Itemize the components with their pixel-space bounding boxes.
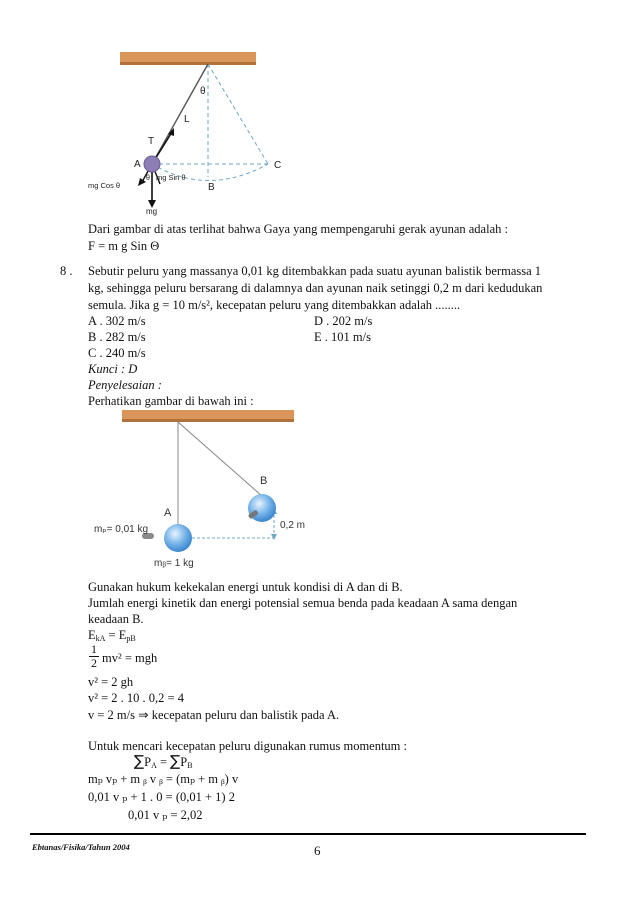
- figure-intro: Perhatikan gambar di bawah ini :: [88, 394, 254, 408]
- label-t: T: [148, 136, 155, 147]
- momentum-equation-3: 0,01 v ₚ = 2,02: [128, 808, 203, 822]
- bob-a: [164, 524, 192, 552]
- footer-source: Ebtanas/Fisika/Tahun 2004: [32, 842, 130, 852]
- momentum-sum-equation: $\sum P_A = \sum P_B$: [134, 752, 193, 770]
- pendulum-force-diagram: [84, 52, 304, 220]
- solution-velocity: v = 2 m/s ⇒ kecepatan peluru dan balistik pada A.: [88, 707, 340, 722]
- solution-line-1: Gunakan hukum kekekalan energi untuk kondisi di A dan di B.: [88, 580, 403, 594]
- label-bullet-mass: mₚ= 0,01 kg: [94, 524, 149, 535]
- option-c: C . 240 m/s: [88, 346, 146, 360]
- label-mg-cos: mg Cos θ: [88, 181, 121, 190]
- answer-key: Kunci : D: [88, 362, 138, 376]
- momentum-equation-1: mₚ vₚ + m ᵦ v ᵦ = (mₚ + m ᵦ) v: [88, 772, 239, 786]
- label-mg-sin: mg Sin θ: [156, 173, 186, 182]
- question-number: 8 .: [60, 264, 73, 278]
- question-text-1: Sebutir peluru yang massanya 0,01 kg ditembakkan pada suatu ayunan balistik bermassa 1: [88, 264, 542, 278]
- kinetic-potential-equation: mv² = mgh: [102, 651, 158, 665]
- intro-line-1: Dari gambar di atas terlihat bahwa Gaya yang mempengaruhi gerak ayunan adalah :: [88, 222, 508, 236]
- label-b: B: [208, 182, 215, 193]
- option-b: B . 282 m/s: [88, 330, 146, 344]
- implies-arrow: ⇒: [138, 707, 149, 722]
- label-theta: θ: [200, 86, 206, 97]
- solution-heading: Penyelesaian :: [88, 378, 162, 392]
- label-c: C: [274, 160, 282, 171]
- option-e: E . 101 m/s: [314, 330, 371, 344]
- string-b: [178, 422, 262, 496]
- option-a: A . 302 m/s: [88, 314, 146, 328]
- page-number: 6: [314, 843, 321, 858]
- label-a-2: A: [164, 507, 172, 519]
- footer-rule: [30, 833, 586, 835]
- ballistic-pendulum-diagram: [92, 410, 342, 572]
- force-formula: F = m g Sin Θ: [88, 239, 160, 253]
- option-d: D . 202 m/s: [314, 314, 373, 328]
- label-theta-small: θ: [146, 175, 150, 182]
- pendulum-string: [152, 64, 208, 164]
- solution-line-2: Jumlah energi kinetik dan energi potensial semua benda pada keadaan A sama dengan: [88, 596, 518, 610]
- solution-v-squared: v² = 2 gh: [88, 675, 134, 689]
- label-l: L: [184, 114, 190, 125]
- energy-equation: $E_{kA} = E_{pB}$: [88, 628, 136, 643]
- label-bob-mass: mᵦ= 1 kg: [154, 558, 194, 569]
- label-b-2: B: [260, 475, 268, 487]
- momentum-intro: Untuk mencari kecepatan peluru digunakan rumus momentum :: [88, 739, 408, 753]
- dashed-line-to-c: [208, 64, 268, 164]
- question-text-2: kg, sehingga peluru bersarang di dalamnya dan ayunan naik setinggi 0,2 m dari kedudukan: [88, 281, 543, 295]
- label-a: A: [134, 159, 141, 170]
- pendulum-bob: [144, 156, 160, 172]
- label-mg: mg: [146, 207, 158, 216]
- label-height: 0,2 m: [280, 520, 306, 531]
- momentum-equation-2: 0,01 v ₚ + 1 . 0 = (0,01 + 1) 2: [88, 790, 235, 804]
- question-text-3: semula. Jika g = 10 m/s², kecepatan peluru yang ditembakkan adalah ........: [88, 298, 461, 312]
- half-fraction: 1 2: [91, 642, 97, 670]
- solution-v-squared-calc: v² = 2 . 10 . 0,2 = 4: [88, 691, 184, 705]
- solution-line-3: keadaan B.: [88, 612, 144, 626]
